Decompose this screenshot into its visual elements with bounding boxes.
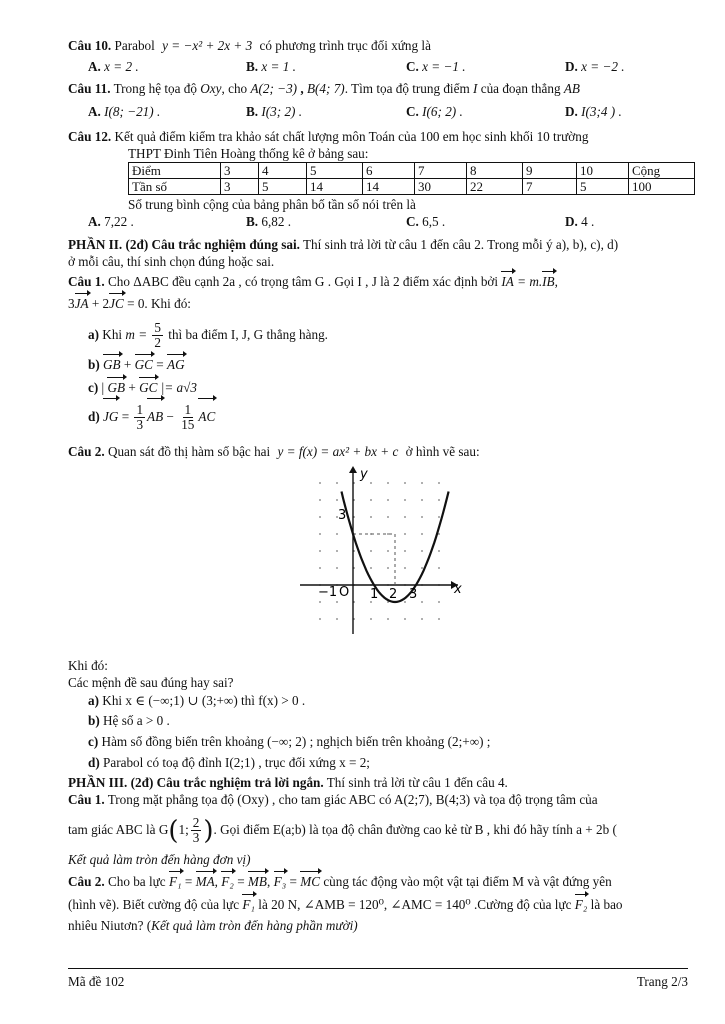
- table-cell: 7: [523, 179, 577, 195]
- q11-option-a: A. I(8; −21) .: [88, 104, 161, 119]
- table-cell: Điểm: [129, 163, 221, 179]
- vector-gb: GB: [103, 357, 121, 372]
- q12-table: [128, 162, 695, 195]
- frac-num: 1: [136, 402, 144, 418]
- part2-heading: [68, 236, 618, 253]
- minus-sign: −: [166, 409, 174, 424]
- p2q2-a: [88, 692, 305, 709]
- p2q2-text: Quan sát đồ thị hàm số bậc hai: [107, 444, 271, 459]
- table-cell: 14: [363, 179, 415, 195]
- vector-gb: GB: [107, 380, 126, 395]
- p2q1-a: [88, 318, 328, 352]
- table-cell: 100: [629, 179, 695, 195]
- q10-option-d: D. x = −2 .: [565, 59, 625, 74]
- q12-option-b: B. 6,82 .: [246, 214, 292, 229]
- q11-text1: Trong hệ tọa độ: [113, 81, 197, 96]
- vector-f2: F₂: [574, 897, 588, 912]
- p2q1-text: Cho ΔABC đều cạnh 2a , có trọng tâm G . Gọi I , J là 2 điểm xác định bởi: [107, 274, 499, 289]
- parabola-graph: [298, 462, 468, 637]
- abs-bar: |: [101, 380, 105, 395]
- p2q1-stem: [68, 273, 558, 290]
- footer-exam-code: Mã đề 102: [68, 974, 125, 989]
- p3q2-line3: [68, 917, 358, 934]
- q12-option-d: D. 4 .: [565, 214, 595, 229]
- vector-ag: AG: [167, 357, 185, 372]
- q12-line3: Số trung bình cộng của bảng phân bố tần số nói trên là: [128, 197, 416, 212]
- frac-den: 3: [192, 830, 200, 846]
- vector-ab: AB: [147, 400, 163, 434]
- q10-stem: [68, 37, 431, 54]
- fraction-1-15: [179, 403, 196, 432]
- p2q2-b-text: Hệ số a > 0 .: [103, 713, 170, 728]
- part3-rest: Thí sinh trả lời từ câu 1 đến câu 4.: [323, 775, 508, 790]
- y-label: y: [360, 467, 368, 482]
- equals-sign: =: [121, 409, 130, 424]
- p2q2-c-text: Hàm số đồng biến trên khoảng (−∞; 2) ; nghịch biến trên khoảng (2;+∞) ;: [101, 734, 491, 749]
- vector-jg: JG: [103, 400, 118, 434]
- table-cell: 30: [415, 179, 467, 195]
- vector-jc: JC: [109, 296, 124, 311]
- q10-equation: y = −x² + 2x + 3: [162, 38, 253, 53]
- p3q2-t5: là bao: [587, 897, 623, 912]
- table-cell: 7: [415, 163, 467, 179]
- vector-ac: AC: [198, 400, 215, 434]
- q10-option-c: C. x = −1 .: [406, 59, 466, 74]
- fraction-5-2: [152, 321, 163, 350]
- q11-option-d: D. I(3;4 ) .: [565, 104, 622, 119]
- dotted-grid: [306, 480, 446, 630]
- table-cell: 4: [259, 163, 307, 179]
- p2q2-d: [88, 754, 370, 771]
- p2q2-a-label: a): [88, 693, 99, 708]
- table-cell: 5: [307, 163, 363, 179]
- p2q2-equation: y = f(x) = ax² + bx + c: [277, 444, 399, 459]
- part3-title: PHẦN III. (2đ) Câu trắc nghiệm trả lời ngắn.: [68, 775, 324, 790]
- comma: ,: [214, 874, 218, 889]
- p2q1-a-text2: thì ba điểm I, J, G thẳng hàng.: [168, 327, 328, 342]
- table-cell: 9: [523, 163, 577, 179]
- p3q2-line1: [68, 873, 612, 890]
- q12-line2: THPT Đinh Tiên Hoàng thống kê ở bảng sau:: [128, 146, 369, 161]
- p2q1-b-label: b): [88, 357, 100, 372]
- fraction-2-3: [191, 816, 202, 845]
- p2q1-c: [88, 379, 197, 396]
- p2q1-stem2: [68, 295, 191, 312]
- vector-ib: IB: [542, 274, 555, 289]
- part2-title: PHẦN II. (2đ) Câu trắc nghiệm đúng sai.: [68, 237, 300, 252]
- table-cell: 3: [221, 163, 259, 179]
- q10-post: có phương trình trục đối xứng là: [259, 38, 431, 53]
- table-cell: 22: [467, 179, 523, 195]
- p3q2-label: Câu 2.: [68, 874, 105, 889]
- q11-text2: , cho: [221, 81, 248, 96]
- q11-option-c: C. I(6; 2) .: [406, 104, 463, 119]
- p2q2-a-text: Khi x ∈ (−∞;1) ∪ (3;+∞) thì f(x) > 0 .: [102, 693, 306, 708]
- p3q1-text: Trong mặt phẳng tọa độ (Oxy) , cho tam giác ABC có A(2;7), B(4;3) và tọa độ trọng tâm của: [107, 792, 598, 807]
- q11-seg: AB: [563, 81, 580, 96]
- table-cell: 8: [467, 163, 523, 179]
- frac-num: 1: [184, 402, 192, 418]
- p3q1-t2: . Gọi điểm E(a;b) là tọa độ chân đường cao kẻ từ B , khi đó hãy tính a + 2b (: [213, 822, 617, 837]
- p2q1-d-label: d): [88, 409, 100, 424]
- p3q1-line1: [68, 791, 598, 808]
- p2q2-d-text: Parabol có toạ độ đỉnh I(2;1) , trục đối xứng x = 2;: [103, 755, 370, 770]
- table-cell: 6: [363, 163, 415, 179]
- equals-sign: =: [156, 357, 164, 372]
- p2q2-post: ở hình vẽ sau:: [405, 444, 480, 459]
- table-cell: Tần số: [129, 179, 221, 195]
- vector-f2: F₂: [221, 874, 234, 889]
- q11-sys: Oxy: [200, 81, 222, 96]
- table-cell: 5: [259, 179, 307, 195]
- q10-label: Câu 10.: [68, 38, 112, 53]
- frac-den: 15: [181, 417, 195, 433]
- vector-gc: GC: [139, 380, 158, 395]
- coef-3: 3: [68, 296, 75, 311]
- q11-point-a: A(2; −3): [250, 81, 298, 96]
- p3q2-t1: Cho ba lực: [107, 874, 166, 889]
- vector-f1: F₁: [242, 897, 255, 912]
- p2q2-khi: Khi đó:: [68, 658, 108, 673]
- equals-sign: =: [289, 874, 297, 889]
- x-label: x: [454, 582, 462, 597]
- p2q1-c-label: c): [88, 380, 99, 395]
- q12-line1: Kết quả điểm kiểm tra khảo sát chất lượng môn Toán của 100 em học sinh khối 10 trường: [114, 129, 589, 144]
- p2q1-d: [88, 400, 215, 434]
- p3q1-g1: 1;: [178, 822, 189, 837]
- tick-y-3: 3: [338, 508, 347, 523]
- p2q1-c-rest: |= a√3: [160, 380, 197, 395]
- p3q2-t4: là 20 N, ∠AMB = 120⁰, ∠AMC = 140⁰ .Cường độ của lực: [254, 897, 572, 912]
- plus-sign: +: [123, 357, 132, 372]
- equals-sign: =: [184, 874, 193, 889]
- p2q2-b: [88, 712, 170, 729]
- p3q2-t2: cùng tác động vào một vật tại điểm M và vật đứng yên: [320, 874, 612, 889]
- q11-text4: của đoạn thẳng: [480, 81, 561, 96]
- p3q2-t7: Kết quả làm tròn đến hàng phần mười): [151, 918, 358, 933]
- q12-stem: [68, 128, 588, 145]
- p2q1-b: [88, 356, 185, 373]
- p3q2-t3: (hình vẽ). Biết cường độ của lực: [68, 897, 240, 912]
- equals-sign: =: [237, 874, 245, 889]
- q11-option-b: B. I(3; 2) .: [246, 104, 303, 119]
- table-cell: 3: [221, 179, 259, 195]
- frac-num: 5: [154, 320, 161, 336]
- tick-x-1: 1: [370, 587, 379, 602]
- p3q2-t6: nhiêu Niutơn? (: [68, 918, 152, 933]
- footer-page-number: Trang 2/3: [636, 974, 688, 989]
- frac-num: 2: [192, 815, 200, 831]
- q11-point-b: B(4; 7): [306, 81, 345, 96]
- p2q1-a-label: a): [88, 327, 99, 342]
- vector-mc: MC: [300, 874, 321, 889]
- p3q1-line3: Kết quả làm tròn đến hàng đơn vị): [68, 852, 251, 867]
- table-row: [129, 163, 695, 179]
- y-axis-arrow: [349, 466, 357, 473]
- fraction-1-3: [134, 403, 145, 432]
- p3q1-line2: tam giác ABC là G(1; $\frac{2}{3}$ ). Gọi điểm E(a;b) là tọa độ chân đường cao kẻ từ B , khi đó hãy tính a + 2b (: [68, 815, 617, 846]
- q12-option-c: C. 6,5 .: [406, 214, 446, 229]
- origin-label: O: [339, 585, 350, 600]
- part3-heading: [68, 774, 508, 791]
- p2q2-c-label: c): [88, 734, 99, 749]
- p2q2-ask: Các mệnh đề sau đúng hay sai?: [68, 675, 234, 690]
- vector-mb: MB: [247, 874, 267, 889]
- q12-label: Câu 12.: [68, 129, 112, 144]
- footer-divider: [68, 968, 688, 969]
- q11-label: Câu 11.: [68, 81, 111, 96]
- p2q2-d-label: d): [88, 755, 100, 770]
- p2q1-a-text1: Khi: [102, 327, 123, 342]
- plus-sign: +: [128, 380, 136, 395]
- tick-x-minus1: −1: [318, 585, 338, 600]
- vector-gc: GC: [134, 357, 153, 372]
- q11-text3: . Tìm tọa độ trung điểm: [344, 81, 470, 96]
- part2-line2: ở mỗi câu, thí sinh chọn đúng hoặc sai.: [68, 254, 275, 269]
- table-row: [129, 179, 695, 195]
- comma: ,: [266, 874, 271, 889]
- tick-x-2: 2: [389, 587, 398, 602]
- frac-den: 3: [136, 417, 144, 433]
- p3q1-label: Câu 1.: [68, 792, 105, 807]
- q11-stem: Câu 11. Trong hệ tọa độ Oxy, cho A(2; −3) , B(4; 7). Tìm tọa độ trung điểm I của đoạn thẳng AB: [68, 81, 580, 96]
- q11-mid: I: [473, 81, 478, 96]
- vector-f1: F₁: [168, 874, 182, 889]
- q10-option-b: B. x = 1 .: [246, 59, 296, 74]
- table-cell: Cộng: [629, 163, 695, 179]
- p3q2-line2: [68, 896, 623, 913]
- frac-den: 2: [154, 335, 161, 351]
- table-cell: 5: [577, 179, 629, 195]
- coef-2: + 2: [91, 296, 110, 311]
- vector-f3: F₃: [273, 874, 287, 889]
- p2q2-stem: [68, 443, 480, 460]
- p2q2-c: [88, 733, 490, 750]
- tick-x-3: 3: [409, 587, 418, 602]
- p2q1-comma: ,: [554, 274, 558, 289]
- part2-rest: Thí sinh trả lời từ câu 1 đến câu 2. Trong mỗi ý a), b), c), d): [299, 237, 619, 252]
- q12-option-a: A. 7,22 .: [88, 214, 134, 229]
- p2q1-a-m: m =: [125, 327, 148, 342]
- table-cell: 14: [307, 179, 363, 195]
- p2q1-khi: . Khi đó:: [144, 296, 191, 311]
- q10-option-a: A. x = 2 .: [88, 59, 139, 74]
- p2q1-eq-m: = m.: [517, 274, 543, 289]
- table-cell: 10: [577, 163, 629, 179]
- q10-pre: Parabol: [114, 38, 155, 53]
- vector-ma: MA: [195, 874, 215, 889]
- zero-vector: = 0: [127, 296, 145, 311]
- p3q1-t1: tam giác ABC là G: [68, 822, 169, 837]
- vector-ja: JA: [74, 296, 89, 311]
- p2q2-label: Câu 2.: [68, 444, 105, 459]
- p2q2-b-label: b): [88, 713, 100, 728]
- p2q1-label: Câu 1.: [68, 274, 105, 289]
- vector-ia: IA: [501, 274, 514, 289]
